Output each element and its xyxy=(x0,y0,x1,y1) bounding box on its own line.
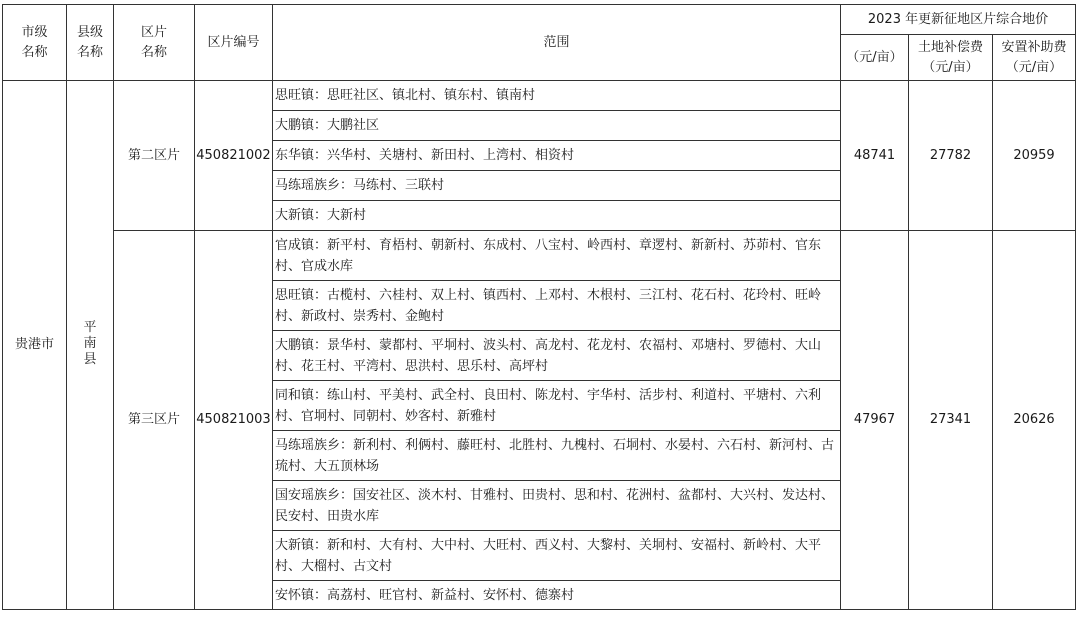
resettle-cell: 20626 xyxy=(993,231,1076,610)
county-cell: 平南县 xyxy=(67,81,114,610)
header-land-comp: 土地补偿费 （元/亩） xyxy=(909,35,993,81)
zone-name-cell: 第三区片 xyxy=(114,231,195,610)
header-city: 市级 名称 xyxy=(3,5,67,81)
scope-cell: 官成镇：新平村、育梧村、朝新村、东成村、八宝村、岭西村、章逻村、新新村、苏茆村、官东村、官成水库 xyxy=(273,231,841,281)
land-comp-cell: 27782 xyxy=(909,81,993,231)
zone-code-cell: 450821002 xyxy=(195,81,273,231)
header-county: 县级 名称 xyxy=(67,5,114,81)
zone-name-cell: 第二区片 xyxy=(114,81,195,231)
scope-cell: 思旺镇：古榄村、六桂村、双上村、镇西村、上邓村、木根村、三江村、花石村、花玲村、旺岭村、新政村、崇秀村、金鲍村 xyxy=(273,281,841,331)
scope-cell: 大鹏镇：大鹏社区 xyxy=(273,111,841,141)
header-resettle: 安置补助费 （元/亩） xyxy=(993,35,1076,81)
land-comp-cell: 27341 xyxy=(909,231,993,610)
header-scope: 范围 xyxy=(273,5,841,81)
scope-cell: 大鹏镇：景华村、蒙都村、平垌村、波头村、高龙村、花龙村、农福村、邓塘村、罗德村、大山村、花王村、平湾村、思洪村、思乐村、高坪村 xyxy=(273,331,841,381)
zone-code-cell: 450821003 xyxy=(195,231,273,610)
header-zone-name: 区片 名称 xyxy=(114,5,195,81)
scope-cell: 马练瑶族乡：马练村、三联村 xyxy=(273,171,841,201)
scope-cell: 大新镇：大新村 xyxy=(273,201,841,231)
scope-cell: 东华镇：兴华村、关塘村、新田村、上湾村、相资村 xyxy=(273,141,841,171)
header-zone-code: 区片编号 xyxy=(195,5,273,81)
price-cell: 48741 xyxy=(841,81,909,231)
scope-cell: 思旺镇：思旺社区、镇北村、镇东村、镇南村 xyxy=(273,81,841,111)
land-price-table xyxy=(2,4,1076,610)
scope-cell: 马练瑶族乡：新利村、利俩村、藤旺村、北胜村、九槐村、石垌村、水晏村、六石村、新河村、古琉村、大五顶林场 xyxy=(273,431,841,481)
scope-cell: 大新镇：新和村、大有村、大中村、大旺村、西义村、大黎村、关垌村、安福村、新岭村、大平村、大榴村、古文村 xyxy=(273,531,841,581)
scope-cell: 国安瑶族乡：国安社区、淡木村、甘雅村、田贵村、思和村、花洲村、盆都村、大兴村、发达村、民安村、田贵水库 xyxy=(273,481,841,531)
city-cell: 贵港市 xyxy=(3,81,67,610)
price-cell: 47967 xyxy=(841,231,909,610)
resettle-cell: 20959 xyxy=(993,81,1076,231)
scope-cell: 安怀镇：高荔村、旺官村、新益村、安怀村、德寨村 xyxy=(273,581,841,610)
scope-cell: 同和镇：练山村、平美村、武全村、良田村、陈龙村、宇华村、活步村、利道村、平塘村、六利村、官垌村、同朝村、妙客村、新雅村 xyxy=(273,381,841,431)
header-price-unit: （元/亩） xyxy=(841,35,909,81)
header-price-group: 2023 年更新征地区片综合地价 xyxy=(841,5,1076,35)
